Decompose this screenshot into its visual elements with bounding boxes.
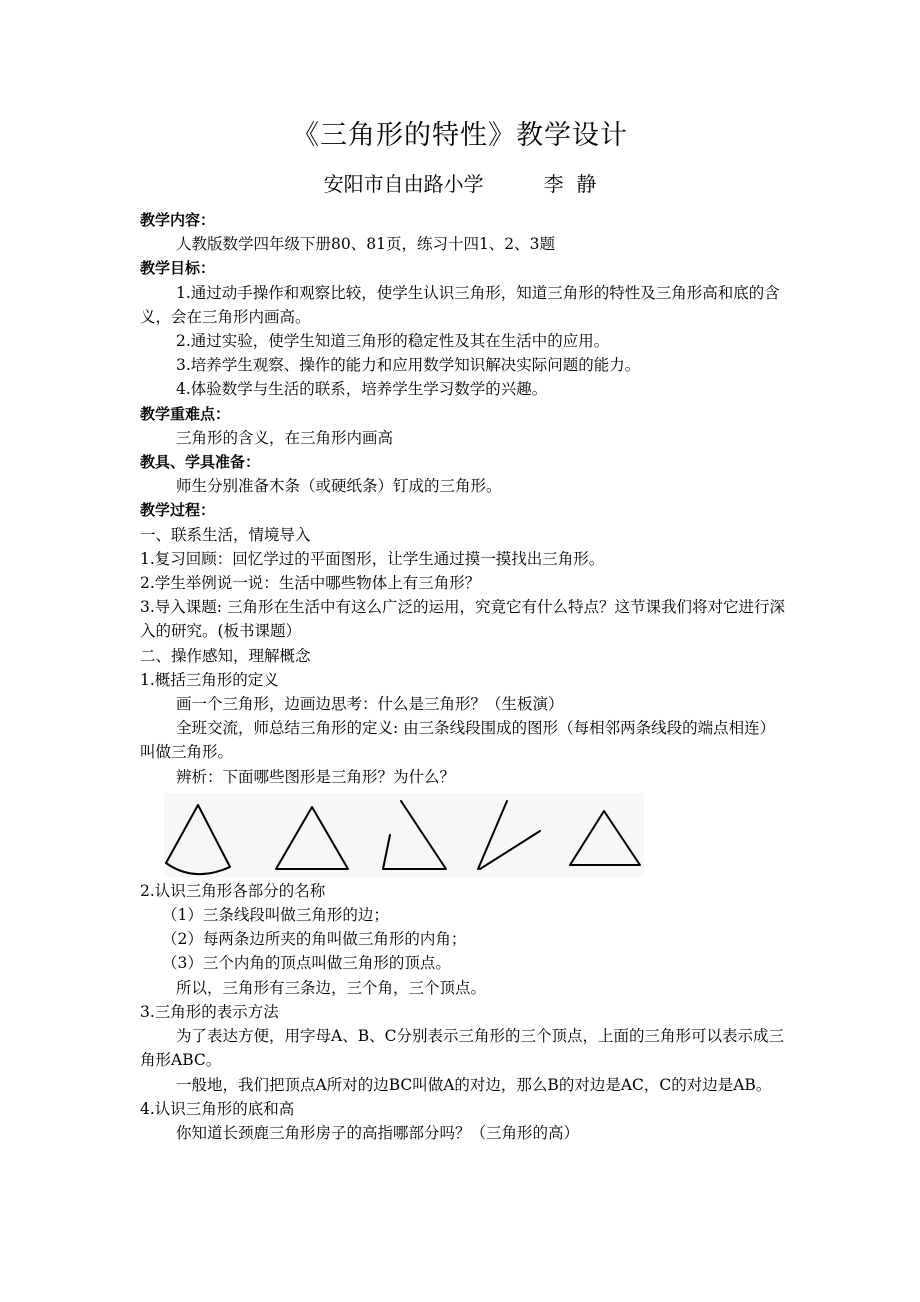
process-part-title: 一、联系生活，情境导入 [140,525,311,544]
goal-item: 2.通过实验，使学生知道三角形的稳定性及其在生活中的应用。 [176,332,610,351]
section-heading-process: 教学过程： [140,501,216,520]
section-heading-key-points: 教学重难点： [140,404,231,423]
angle-shape [478,801,540,869]
author-name: 李 静 [543,172,597,196]
shapes-svg [164,793,644,877]
content-text: 人教版数学四年级下册80、81页，练习十四1、2、3题 [176,235,556,254]
shape-figures [164,793,644,877]
triangle-shape-2 [570,811,640,865]
school-name: 安阳市自由路小学 [323,172,484,196]
document-title: 《三角形的特性》教学设计 [292,120,628,151]
subsection-title: 3.三角形的表示方法 [140,1002,279,1021]
section-heading-goals: 教学目标： [140,259,216,278]
materials-text: 师生分别准备木条（或硬纸条）钉成的三角形。 [176,477,502,496]
key-points-text: 三角形的含义，在三角形内画高 [176,428,394,447]
paragraph: 辨析：下面哪些图形是三角形？为什么？ [176,767,456,786]
subsection-title: 4.认识三角形的底和高 [140,1099,295,1118]
paragraph: 一般地，我们把顶点A所对的边BC叫做A的对边，那么B的对边是AC，C的对边是AB。 [176,1075,772,1094]
paragraph: 所以，三角形有三条边，三个角，三个顶点。 [176,978,487,997]
paragraph: 画一个三角形，边画边思考：什么是三角形？（生板演） [176,695,564,714]
subsection-title: 2.认识三角形各部分的名称 [140,881,326,900]
list-item: （2）每两条边所夹的角叫做三角形的内角； [162,930,467,949]
list-item: （3）三个内角的顶点叫做三角形的顶点。 [162,954,451,973]
sector-shape [166,805,230,874]
goal-item: 3.培养学生观察、操作的能力和应用数学知识解决实际问题的能力。 [176,356,641,375]
process-item: 3.导入课题: 三角形在生活中有这么广泛的运用，究竟它有什么特点？这节课我们将对它进行深入的研究。(板书课题） [140,598,785,641]
subtitle [0,170,920,198]
process-item: 1.复习回顾：回忆学过的平面图形，让学生通过摸一摸找出三角形。 [140,549,605,568]
paragraph: 你知道长颈鹿三角形房子的高指哪部分吗？（三角形的高） [176,1123,580,1142]
paragraph: 为了表达方便，用字母A、B、C分别表示三角形的三个顶点，上面的三角形可以表示成三角形ABC。 [140,1027,784,1070]
subsection-title: 1.概括三角形的定义 [140,670,279,689]
process-part-title: 二、操作感知，理解概念 [140,646,311,665]
paragraph: 全班交流，师总结三角形的定义: 由三条线段围成的图形（每相邻两条线段的端点相连）叫做三角形。 [140,719,776,762]
process-item: 2.学生举例说一说：生活中哪些物体上有三角形？ [140,574,481,593]
goal-item: 1.通过动手操作和观察比较，使学生认识三角形，知道三角形的特性及三角形高和底的含义，会在三角形内画高。 [140,283,780,326]
section-heading-materials: 教具、学具准备： [140,453,261,472]
open-triangle-shape [383,801,446,869]
list-item: （1）三条线段叫做三角形的边； [162,906,389,925]
triangle-shape-1 [276,807,348,869]
document-body [140,208,790,1145]
section-heading-content: 教学内容： [140,211,216,229]
goal-item: 4.体验数学与生活的联系，培养学生学习数学的兴趣。 [176,380,548,399]
